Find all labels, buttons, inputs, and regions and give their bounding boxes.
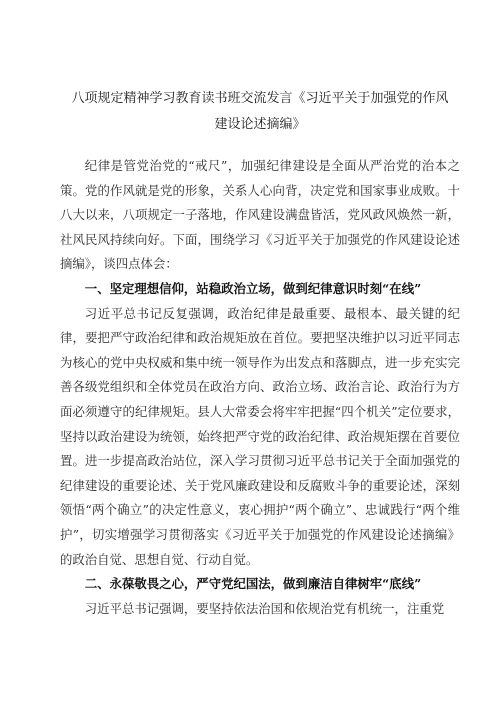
section-heading-2: 二、永葆敬畏之心，严守党纪国法，做到廉洁自律树牢“底线” [84,576,422,592]
title-line-1: 八项规定精神学习教育读书班交流发言《习近平关于加强党的作风 [71,91,449,106]
title-line-2: 建设论述摘编》 [214,117,306,132]
document-body [60,154,460,621]
section-heading-1: 一、坚定理想信仰，站稳政治立场，做到纪律意识时刻“在线” [84,280,422,296]
section-2-paragraph: 习近平总书记强调，要坚持依法治国和依规治党有机统一，注重党 [84,600,445,616]
section-1-paragraph: 习近平总书记反复强调，政治纪律是最重要、最根本、最关键的纪律，要把严守政治纪律和政治规矩放在首位。要把坚决维护以习近平同志为核心的党中央权威和集中统一领导作为出发点和落脚点，进一步充实完善各级党组织和全体党员在政治方向、政治立场、政治言论、政治行为方面必须遵守的纪律规矩。县人大常委会将牢牢把握“四个机关”定位要求，坚持以政治建设为统领，始终把严守党的政治纪律、政治规矩摆在首要位置。进一步提高政治站位，深入学习贯彻习近平总书记关于全面加强党的纪律建设的重要论述、关于党风廉政建设和反腐败斗争的重要论述，深刻领悟“两个确立”的决定性意义，衷心拥护“两个确立”、忠诚践行“两个维护”，切实增强学习贯彻落实《习近平关于加强党的作风建设论述摘编》的政治自觉、思想自觉、行动自觉。 [60,305,460,567]
intro-paragraph: 纪律是管党治党的“戒尺”，加强纪律建设是全面从严治党的治本之策。党的作风就是党的形象，关系人心向背，决定党和国家事业成败。十八大以来，八项规定一子落地，作风建设满盘皆活，党风政风焕然一新，社风民风持续向好。下面，围绕学习《习近平关于加强党的作风建设论述摘编》，谈四点体会： [60,158,460,272]
document-title [60,86,460,138]
